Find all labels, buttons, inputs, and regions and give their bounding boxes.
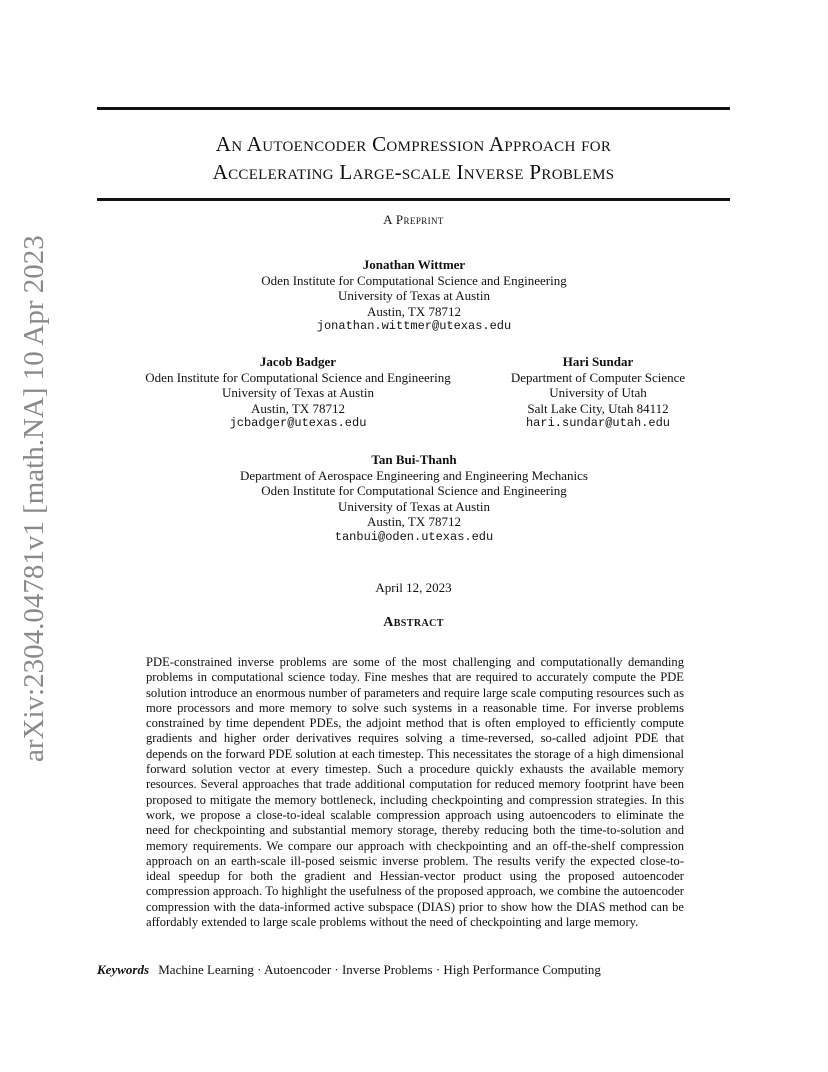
author-affiliation: University of Texas at Austin <box>338 498 490 514</box>
author-address: Austin, TX 78712 <box>250 400 345 416</box>
author-email: jonathan.wittmer@utexas.edu <box>316 319 512 333</box>
author-address: Austin, TX 78712 <box>366 303 461 319</box>
author-affiliation: University of Texas at Austin <box>338 288 490 303</box>
title-bottom-rule <box>97 198 730 201</box>
paper-title <box>97 130 730 186</box>
author-block <box>164 452 664 545</box>
author-block <box>488 354 708 432</box>
author-block <box>118 354 478 432</box>
title-top-rule <box>97 107 730 110</box>
keywords-label: Keywords <box>97 962 149 977</box>
author-address: Salt Lake City, Utah 84112 <box>527 400 669 416</box>
author-email: tanbui@oden.utexas.edu <box>334 529 494 544</box>
author-affiliation: Oden Institute for Computational Science and Engineering <box>261 272 567 288</box>
author-affiliation: Oden Institute for Computational Science and Engineering <box>145 369 451 385</box>
author-affiliation: Oden Institute for Computational Science and Engineering <box>261 483 567 498</box>
author-affiliation: Department of Computer Science <box>510 369 686 385</box>
preprint-label: A Preprint <box>383 212 444 227</box>
author-address: Austin, TX 78712 <box>366 514 461 529</box>
keywords-list: Machine Learning · Autoencoder · Inverse Problems · High Performance Computing <box>158 962 601 977</box>
author-name: Jacob Badger <box>259 354 337 369</box>
keywords <box>97 962 730 978</box>
abstract-text: PDE-constrained inverse problems are some of the most challenging and computationally demanding problems in computational science today. Fine meshes that are required to accurately compute the PDE solution introduce an enormous number of parameters and require large scale computing resources such as more processors and more memory to solve such systems in a reasonable time. For inverse problems constrained by time dependent PDEs, the adjoint method that is often employed to efficiently compute gradients and higher order derivatives requires solving a time-reversed, so-called adjoint PDE that depends on the forward PDE solution at each timestep. This necessitates the storage of a high dimensional forward solution vector at every timestep. Such a procedure quickly exhausts the available memory resources. Several approaches that trade additional computation for reduced memory footprint have been proposed to mitigate the memory bottleneck, including checkpointing and compression strategies. In this work, we propose a close-to-ideal scalable compression approach using autoencoders to eliminate the need for checkpointing and substantial memory storage, thereby reducing both the time-to-solution and memory requirements. We compare our approach with checkpointing and an off-the-shelf compression approach on an earth-scale ill-posed seismic inverse problem. The results verify the expected close-to-ideal speedup for both the gradient and Hessian-vector product using the proposed autoencoder compression approach. To highlight the usefulness of the proposed approach, we combine the autoencoder compression with the data-informed active subspace (DIAS) prior to show how the DIAS method can be affordably extended to large scale problems without the need of checkpointing and large memory. <box>146 655 684 930</box>
title-line-2: Accelerating Large-scale Inverse Problems <box>212 160 615 184</box>
author-email: hari.sundar@utah.edu <box>525 416 671 430</box>
title-line-1: An Autoencoder Compression Approach for <box>215 132 612 156</box>
abstract-heading: Abstract <box>383 615 444 630</box>
author-affiliation: Department of Aerospace Engineering and Engineering Mechanics <box>240 467 588 483</box>
author-name: Jonathan Wittmer <box>362 257 466 272</box>
author-affiliation: University of Utah <box>549 385 647 400</box>
author-email: jcbadger@utexas.edu <box>229 416 367 430</box>
author-affiliation: University of Texas at Austin <box>222 385 374 400</box>
author-name: Hari Sundar <box>562 354 634 369</box>
author-name: Tan Bui-Thanh <box>371 452 457 467</box>
paper-date: April 12, 2023 <box>375 580 452 595</box>
author-block <box>214 257 614 335</box>
arxiv-identifier: arXiv:2304.04781v1 [math.NA] 10 Apr 2023 <box>18 235 50 762</box>
